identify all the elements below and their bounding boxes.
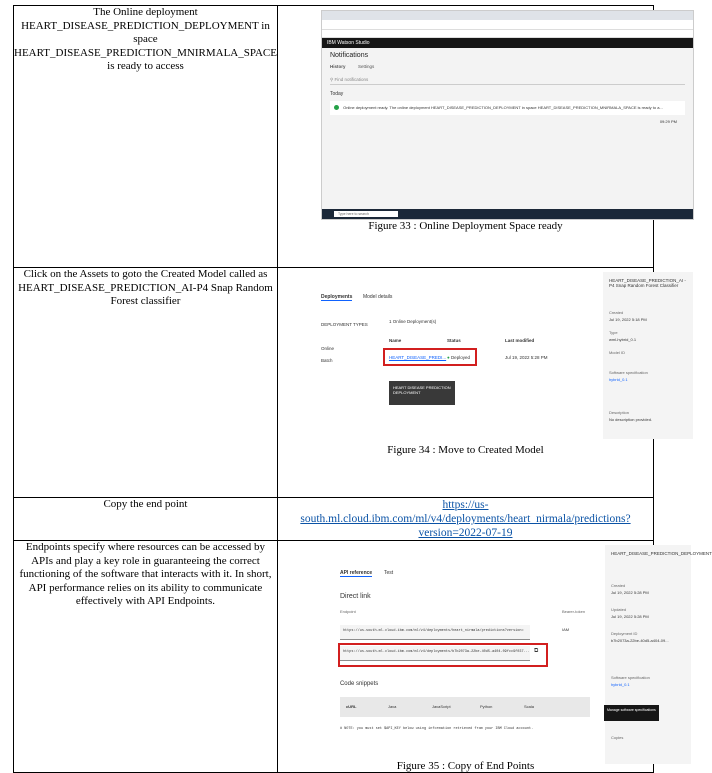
field-value: No description provided. bbox=[608, 417, 653, 422]
check-icon: ● bbox=[446, 355, 450, 360]
row-modified: Jul 19, 2022 5:28 PM bbox=[504, 355, 548, 360]
field-label: Software specification bbox=[610, 675, 650, 680]
model-info-panel bbox=[603, 272, 693, 439]
field-label: Copies bbox=[610, 735, 624, 740]
tab-model-details[interactable]: Model details bbox=[362, 294, 393, 300]
figure-35-caption: Figure 35 : Copy of End Points bbox=[396, 760, 535, 772]
tab-curl[interactable]: cURL bbox=[345, 704, 357, 709]
endpoint-value-1: https://us-south.ml.cloud.ibm.com/ml/v4/deployments/heart_nirmala/predictions?version= bbox=[342, 629, 524, 633]
field-value: Jul 19, 2022 5:28 PM bbox=[610, 590, 649, 595]
status-text: Deployed bbox=[450, 355, 470, 360]
row1-figure-cell bbox=[277, 6, 677, 268]
tooltip bbox=[389, 381, 455, 405]
find-placeholder: Find notifications bbox=[334, 77, 369, 82]
tooltip-text: Manage software specifications bbox=[606, 708, 656, 712]
row2-description: Click on the Assets to goto the Created Model called as HEART_DISEASE_PREDICTION_AI-P4 Snap Random Forest classifier bbox=[14, 268, 278, 498]
taskbar-search[interactable]: Type here to search bbox=[334, 211, 398, 217]
field-label: Software specification bbox=[608, 370, 648, 375]
deployment-link[interactable]: HEART_DISEASE_PREDI... bbox=[388, 355, 447, 360]
field-label: Created bbox=[610, 583, 626, 588]
field-label: Type bbox=[608, 330, 618, 335]
deployment-count: 1 Online Deployment(s) bbox=[388, 319, 437, 324]
col-name: Name bbox=[388, 338, 402, 343]
col-last-modified: Last modified bbox=[504, 338, 535, 343]
app-bar: IBM Watson Studio bbox=[322, 38, 693, 48]
type-batch[interactable]: Batch bbox=[320, 358, 333, 363]
api-screenshot bbox=[330, 545, 712, 764]
taskbar bbox=[322, 209, 693, 219]
row4-description: Endpoints specify where resources can be accessed by APIs and play a key role in guaranteeing the correct functioning of the software that interacts with it. In short, API performance relies on its ability to communicate effectively with API Endpoints. bbox=[14, 541, 278, 773]
code-snippets-heading: Code snippets bbox=[339, 681, 379, 687]
language-tabs bbox=[340, 697, 590, 717]
row4-figure-cell bbox=[277, 541, 712, 773]
copy-icon[interactable]: ⧉ bbox=[533, 648, 539, 654]
bearer-token-value: IAM bbox=[561, 627, 570, 632]
address-bar bbox=[322, 20, 693, 30]
tab-test[interactable]: Test bbox=[383, 570, 394, 576]
row1-description: The Online deployment HEART_DISEASE_PREDICTION_DEPLOYMENT in space HEART_DISEASE_PREDICTION_MNIRMALA_SPACE is ready to access bbox=[14, 6, 278, 268]
code-note: # NOTE: you must set $API_KEY below using information retrieved from your IBM Cloud account. bbox=[339, 727, 534, 731]
row3-description: Copy the end point bbox=[14, 498, 278, 541]
field-value: Jul 19, 2022 5:28 PM bbox=[610, 614, 649, 619]
direct-link-heading: Direct link bbox=[339, 593, 371, 600]
check-icon bbox=[334, 105, 339, 110]
field-value: wml-hybrid_0.1 bbox=[608, 337, 637, 342]
bearer-token-label: Bearer-token bbox=[561, 609, 586, 614]
figure-34-caption: Figure 34 : Move to Created Model bbox=[387, 444, 544, 456]
highlight-box bbox=[383, 348, 477, 366]
tab-javascript[interactable]: JavaScript bbox=[431, 704, 451, 709]
notification-time: 09:29 PM bbox=[659, 119, 677, 124]
panel-title: HEART_DISEASE_PREDICTION_DEPLOYMENT bbox=[610, 551, 712, 556]
type-online[interactable]: Online bbox=[320, 346, 334, 351]
tab-java[interactable]: Java bbox=[387, 704, 397, 709]
field-label: Created bbox=[608, 310, 624, 315]
tab-api-reference[interactable]: API reference bbox=[339, 570, 373, 576]
tooltip-text: HEART DISEASE PREDICTION DEPLOYMENT bbox=[392, 385, 451, 395]
field-label: Model ID bbox=[608, 350, 625, 355]
field-label: Deployment ID bbox=[610, 631, 638, 636]
col-status: Status bbox=[446, 338, 461, 343]
document-table bbox=[13, 5, 712, 773]
field-value: b7b2073a-22be-40d5-a404-09... bbox=[610, 638, 669, 643]
deployment-info-panel bbox=[605, 545, 712, 764]
notifications-screenshot bbox=[321, 10, 694, 220]
find-notifications-input[interactable]: ⚲ Find notifications bbox=[330, 75, 685, 85]
field-value[interactable]: hybrid_0.1 bbox=[610, 682, 630, 687]
endpoint-label: Endpoint bbox=[339, 609, 356, 614]
bookmarks-bar bbox=[322, 30, 693, 38]
model-screenshot bbox=[315, 272, 693, 439]
tab-scala[interactable]: Scala bbox=[523, 704, 534, 709]
endpoint-field-1[interactable] bbox=[340, 625, 530, 640]
field-value[interactable]: hybrid_0.1 bbox=[608, 377, 628, 382]
tab-settings[interactable]: Settings bbox=[357, 64, 375, 69]
tab-deployments[interactable]: Deployments bbox=[320, 294, 353, 300]
notifications-tabs bbox=[322, 59, 693, 69]
tab-history[interactable]: History bbox=[329, 64, 346, 69]
today-heading: Today bbox=[329, 91, 344, 97]
browser-tabs bbox=[322, 11, 693, 20]
tooltip bbox=[604, 705, 659, 721]
endpoint-link[interactable]: https://us-south.ml.cloud.ibm.com/ml/v4/deployments/heart_nirmala/predictions?version=2022-07-19 bbox=[277, 498, 653, 541]
highlight-box bbox=[338, 643, 548, 667]
figure-33-caption: Figure 33 : Online Deployment Space ready bbox=[368, 220, 563, 232]
deployment-types-header: DEPLOYMENT TYPES bbox=[320, 322, 368, 327]
row2-figure-cell bbox=[277, 268, 686, 498]
tab-python[interactable]: Python bbox=[479, 704, 493, 709]
field-label: Description bbox=[608, 410, 629, 415]
notifications-title: Notifications bbox=[329, 52, 369, 59]
panel-title: HEART_DISEASE_PREDICTION_AI - P4 Snap Random Forest Classifier bbox=[608, 278, 686, 288]
notification-row[interactable] bbox=[330, 101, 685, 124]
field-value: Jul 19, 2022 5:18 PM bbox=[608, 317, 647, 322]
endpoint-value-2: https://us-south.ml.cloud.ibm.com/ml/v4/deployments/b7b2073a-22be-40d5-a404-09fcc9f037... bbox=[342, 650, 530, 654]
notification-text: Online deployment ready. The online deployment HEART_DISEASE_PREDICTION_DEPLOYMENT in space HEART_DISEASE_PREDICTION_MNIRMALA_SPACE is ready to a... bbox=[343, 105, 663, 110]
field-label: Updated bbox=[610, 607, 627, 612]
